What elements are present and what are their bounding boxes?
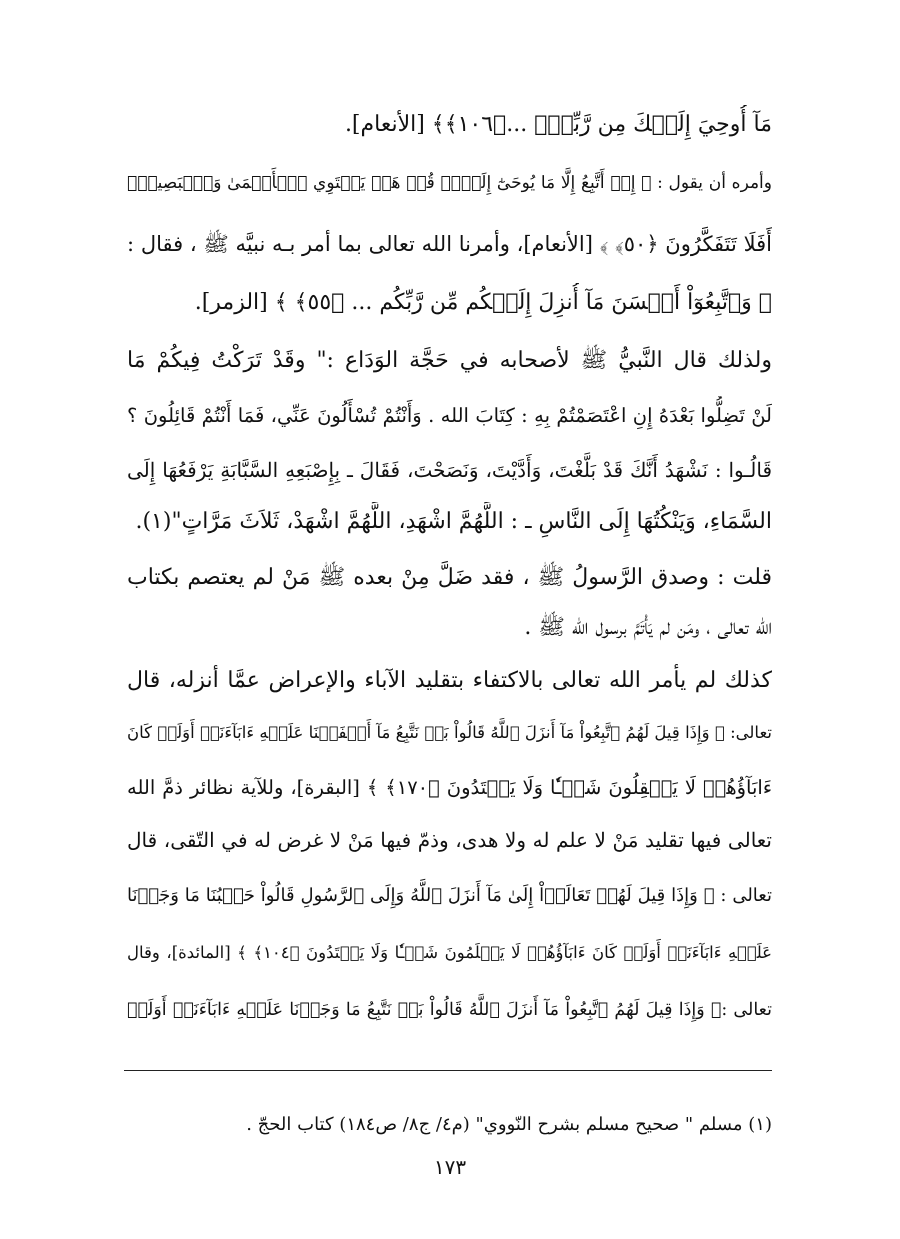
text-line-14: تعالى فيها تقليد مَنْ لا علم له ولا هدى، وذمّ فيها مَنْ لا غرض له في التّقى، قال bbox=[127, 828, 772, 852]
text-line-3: أَفَلَا تَتَفَكَّرُونَ ﴿٥٠﴾ ﴾ [الأنعام]، وأمرنا الله تعالى بما أمر بـه نبيَّه ﷺ ، فقال : bbox=[127, 232, 772, 256]
text-line-12: تعالى: ﴿ وَإِذَا قِيلَ لَهُمُ ٱتَّبِعُواْ مَآ أَنزَلَ ٱللَّهُ قَالُواْ بَلۡ نَتَّبِعُ مَآ أَلۡفَيۡنَا عَلَيۡهِ ءَابَآءَنَآۚ أَوَلَوۡ كَانَ bbox=[127, 723, 772, 742]
text-line-4: ﴿ وَٱتَّبِعُوٓاْ أَحۡسَنَ مَآ أُنزِلَ إِلَيۡكُم مِّن رَّبِّكُم ... ﴿٥٥﴾ ﴾ [الزمر]. bbox=[194, 290, 772, 315]
text-line-1: مَآ أُوحِيَ إِلَيۡكَ مِن رَّبِّكَۖ ...﴿١٠٦﴾﴾ [الأنعام]. bbox=[344, 112, 772, 137]
text-line-16: عَلَيۡهِ ءَابَآءَنَآۚ أَوَلَوۡ كَانَ ءَابَآؤُهُمۡ لَا يَعۡلَمُونَ شَيۡـٔٗا وَلَا يَهۡتَدُونَ ﴿١٠٤﴾ ﴾ [المائدة]، وقال bbox=[127, 943, 772, 962]
footnote-divider bbox=[124, 1070, 772, 1071]
text-line-17: تعالى :﴿ وَإِذَا قِيلَ لَهُمُ ٱتَّبِعُواْ مَآ أَنزَلَ ٱللَّهُ قَالُواْ بَلۡ نَتَّبِعُ مَا وَجَدۡنَا عَلَيۡهِ ءَابَآءَنَآۚ أَوَلَوۡ bbox=[127, 1000, 772, 1020]
text-line-5: ولذلك قال النَّبيُّ ﷺ لأصحابه في حَجَّة الوَدَاع :" وقَدْ تَرَكْتُ فِيكُمْ مَا bbox=[127, 348, 772, 373]
text-line-15: تعالى : ﴿ وَإِذَا قِيلَ لَهُمۡ تَعَالَوۡاْ إِلَىٰ مَآ أَنزَلَ ٱللَّهُ وَإِلَى ٱلرَّسُولِ قَالُواْ حَسۡبُنَا مَا وَجَدۡنَا bbox=[127, 885, 772, 906]
text-line-7: قَالُـوا : نَشْهَدُ أَنَّكَ قَدْ بَلَّغْتَ، وَأَدَّيْتَ، وَنَصَحْتَ، فَقَالَ ـ بِإِصْبَعِهِ السَّبَّابَةِ يَرْفَعُهَا إِلَى bbox=[127, 458, 772, 482]
text-line-11: كذلك لم يأمر الله تعالى بالاكتفاء بتقليد الآباء والإعراض عمَّا أنزله، قال bbox=[127, 668, 772, 693]
text-line-13: ءَابَآؤُهُمۡ لَا يَعۡقِلُونَ شَيۡـٔٗا وَلَا يَهۡتَدُونَ ﴿١٧٠﴾ ﴾ [البقرة]، وللآية نظائر ذمَّ الله bbox=[127, 776, 772, 799]
page-number: ١٧٣ bbox=[433, 1155, 467, 1179]
text-line-2: وأمره أن يقول : ﴿ إِنۡ أَتَّبِعُ إِلَّا مَا يُوحَىٰٓ إِلَيَّۚ قُلۡ هَلۡ يَسۡتَوِي ٱلۡأَعۡمَىٰ وَٱلۡبَصِيرُۚ bbox=[127, 173, 772, 193]
text-line-9: قلت : وصدق الرَّسولُ ﷺ ، فقد ضَلَّ مِنْ بعده ﷺ مَنْ لم يعتصم بكتاب bbox=[127, 565, 772, 590]
footnote: (١) مسلم " صحيح مسلم بشرح النّووي" (م٤/ ج٨/ ص١٨٤) كتاب الحجّ . bbox=[246, 1114, 772, 1135]
text-line-6: لَنْ تَضِلُّوا بَعْدَهُ إِنِ اعْتَصَمْتُمْ بِهِ : كِتَابَ الله . وَأَنْتُمْ تُسْأَلُونَ عَنِّي، فَمَا أَنْتُمْ قَائِلُونَ ؟ bbox=[127, 404, 772, 427]
text-line-8: السَّمَاءِ، وَيَنْكُتُهَا إِلَى النَّاسِ ـ : اللَّهُمَّ اشْهَدِ، اللَّهُمَّ اشْهَدْ، ثَلاَثَ مَرَّاتٍ"(١). bbox=[135, 509, 772, 534]
text-line-10: الله تعالى ، ومَن لم يَأْتَمَّ برسول الله ﷺ . bbox=[524, 615, 772, 640]
